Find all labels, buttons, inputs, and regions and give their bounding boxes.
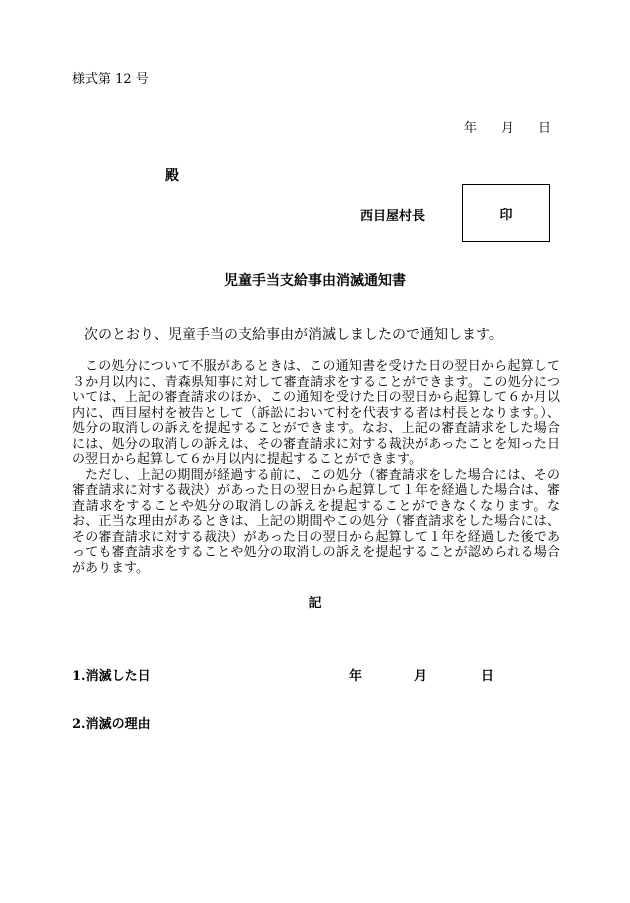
seal-box xyxy=(462,184,550,242)
item-extinction-date-label: 1.消滅した日 xyxy=(72,669,151,684)
lead-sentence: 次のとおり、児童手当の支給事由が消滅しましたので通知します。 xyxy=(84,327,503,343)
item-extinction-reason-label: 2.消滅の理由 xyxy=(72,717,151,732)
document-title: 児童手当支給事由消滅通知書 xyxy=(224,273,406,289)
issue-date-month: 月 xyxy=(501,121,515,136)
issue-date-year: 年 xyxy=(464,121,478,136)
notice-paragraph-1: この処分について不服があるときは、この通知書を受けた日の翌日から起算して３か月以内に、青森県知事に対して審査請求をすることができます。この処分については、上記の審査請求のほか、この通知を受けた日の翌日から起算して６か月以内に、西目屋村を被告として（訴訟において村を代表する者は村長となります。）、処分の取消しの訴えを提起することができます。なお、上記の審査請求をした場合には、処分の取消しの訴えは、その審査請求に対する裁決があったことを知った日の翌日から起算して６か月以内に提起することができます。 xyxy=(72,359,560,467)
ki-heading: 記 xyxy=(308,596,322,611)
item-date-month: 月 xyxy=(414,669,428,684)
item-extinction-date xyxy=(349,665,494,684)
item-date-day: 日 xyxy=(481,669,495,684)
addressee: 殿 xyxy=(165,168,179,184)
appeal-notice xyxy=(72,359,560,576)
issue-date xyxy=(464,117,551,136)
sender-name: 西目屋村長 xyxy=(360,209,426,224)
notice-paragraph-2: ただし、上記の期間が経過する前に、この処分（審査請求をした場合には、その審査請求に対する裁決）があった日の翌日から起算して１年を経過した場合は、審査請求をすることや処分の取消しの訴えを提起することができなくなります。なお、正当な理由があるときは、上記の期間やこの処分（審査請求をした場合には、その審査請求に対する裁決）があった日の翌日から起算して１年を経過した後であっても審査請求をすることや処分の取消しの訴えを提起することが認められる場合があります。 xyxy=(72,467,560,576)
issue-date-day: 日 xyxy=(538,121,552,136)
item-date-year: 年 xyxy=(349,669,363,684)
seal-mark: 印 xyxy=(499,207,513,223)
form-number: 様式第 12 号 xyxy=(72,72,149,87)
